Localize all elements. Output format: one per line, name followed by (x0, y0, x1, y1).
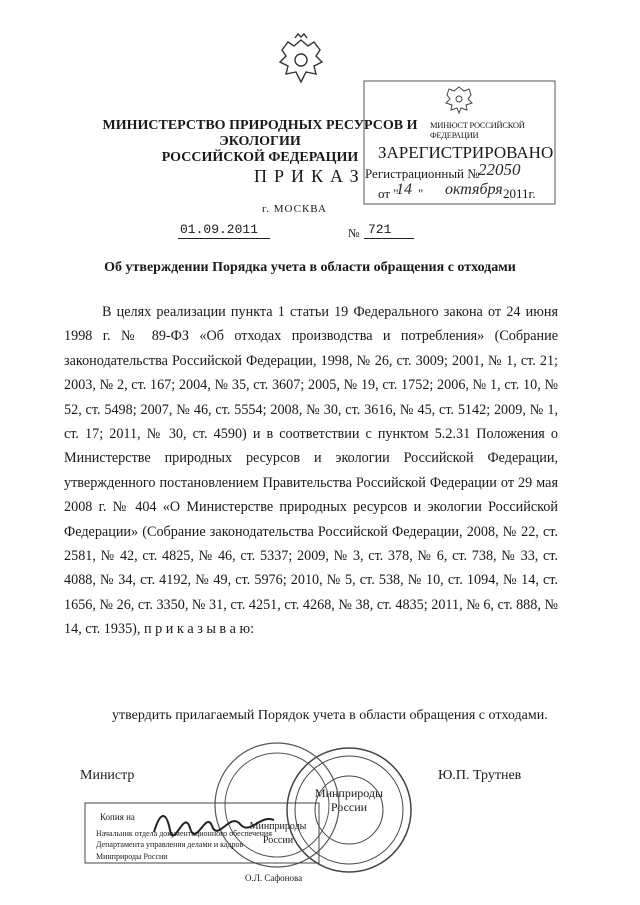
city: г. МОСКВА (262, 203, 327, 215)
order-text: утвердить прилагаемый Порядок учета в области обращения с отходами. (112, 708, 548, 723)
copy-label: Копия на (100, 812, 135, 822)
number-underline (364, 238, 414, 239)
registration-number-label: Регистрационный № (365, 166, 480, 181)
registration-day: 14 (396, 181, 412, 198)
order-date: 01.09.2011 (180, 222, 259, 237)
state-emblem-icon (270, 30, 332, 92)
order-number: 721 (368, 222, 392, 237)
seal-secondary-text: Минприроды России (249, 821, 307, 846)
number-label: № (348, 226, 360, 240)
registration-number: 22050 (478, 160, 521, 179)
registration-title: ЗАРЕГИСТРИРОВАНО (378, 143, 554, 162)
seal-main-text: Минприроды России (314, 786, 384, 814)
document-type: ПРИКАЗ (254, 166, 366, 186)
copy-line-1: Начальник отдела документационного обеспечения (96, 829, 272, 838)
date-underline (178, 238, 270, 239)
copy-line-2: Департамента управления делами и кадров (96, 840, 244, 849)
document-body (64, 300, 558, 642)
ministry-line-1: МИНИСТЕРСТВО ПРИРОДНЫХ РЕСУРСОВ И ЭКОЛОГИИ (102, 118, 418, 149)
registration-month: октября (445, 181, 503, 198)
document-body-text: В целях реализации пункта 1 статьи 19 Федерального закона от 24 июня 1998 г. № 89-ФЗ «Об отходах производства и потребления» (Собрание законодательства Российской Федерации, 1998, № 26, ст. 3009; 2001, № 1, ст. 21; 2003, № 2, ст. 167; 2004, № 35, ст. 3607; 2005, № 19, ст. 1752; 2006, № 1, ст. 10, № 52, ст. 5498; 2007, № 46, ст. 5554; 2008, № 30, ст. 3616, № 45, ст. 5142; 2009, № 1, ст. 17; 2011, № 30, ст. 4590) и в соответствии с пунктом 5.2.31 Положения о Министерстве природных ресурсов и экологии Российской Федерации, утвержденного постановлением Правительства Российской Федерации от 29 мая 2008 г. № 404 «О Министерстве природных ресурсов и экологии Российской Федерации» (Собрание законодательства Российской Федерации, 2008, № 22, ст. 2581, № 42, ст. 4825, № 46, ст. 5337; 2009, № 3, ст. 378, № 6, ст. 738, № 33, ст. 4088, № 34, ст. 4192, № 49, ст. 5976; 2010, № 5, ст. 538, № 10, ст. 1094, № 14, ст. 1656, № 26, ст. 3350, № 31, ст. 4251, ст. 4268, № 38, ст. 4835; 2011, № 6, ст. 888, № 14, ст. 1935), п р и к а з ы в а ю: (64, 304, 558, 638)
registration-day-quote: " (418, 186, 424, 201)
ministry-line-2: РОССИЙСКОЙ ФЕДЕРАЦИИ (161, 150, 359, 165)
copy-signatory: О.Л. Сафонова (245, 873, 303, 883)
document-title: Об утверждении Порядка учета в области обращения с отходами (104, 260, 516, 275)
registration-date-open: от " (378, 186, 399, 201)
registration-ministry: МИНЮСТ РОССИЙСКОЙ ФЕДЕРАЦИИ (430, 120, 525, 140)
registration-emblem-icon (442, 83, 476, 115)
copy-line-3: Минприроды России (96, 852, 168, 861)
signatory-name: Ю.П. Трутнев (438, 768, 522, 783)
signatory-position: Министр (80, 768, 135, 783)
registration-year: 2011г. (503, 186, 536, 201)
